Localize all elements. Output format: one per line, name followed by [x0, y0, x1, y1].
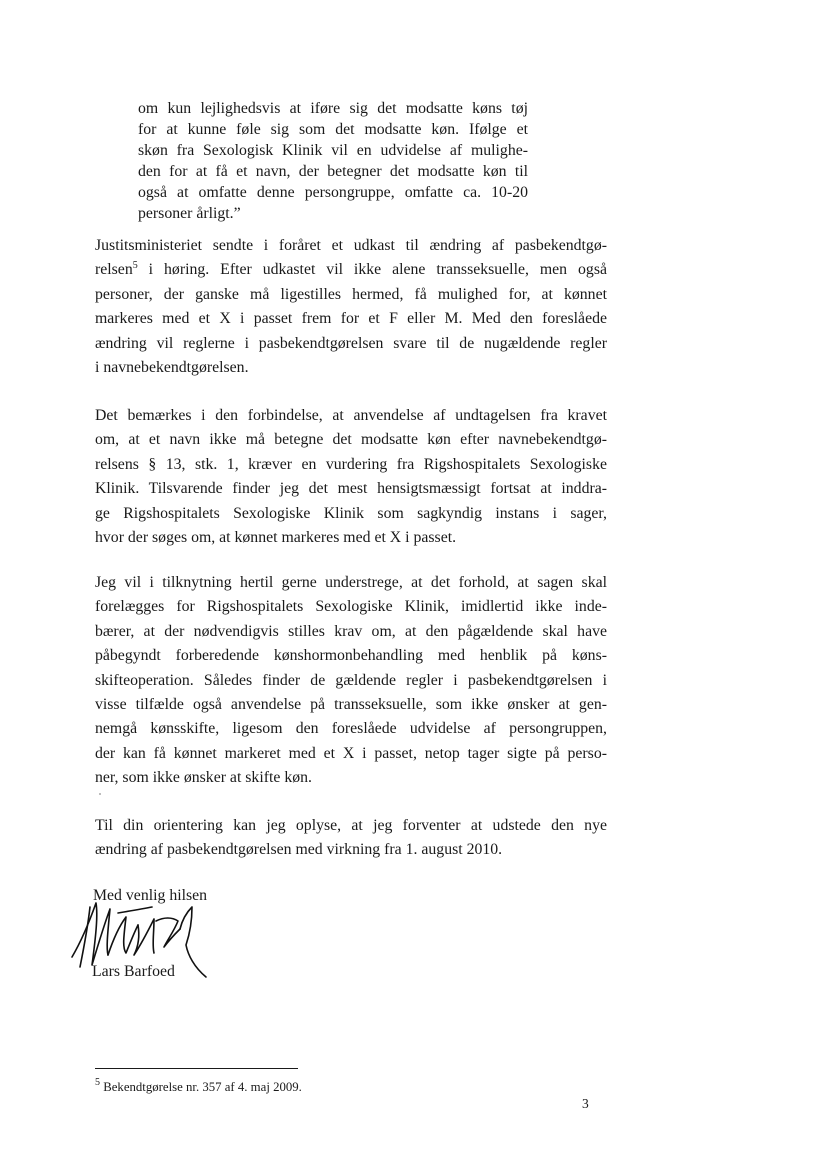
paragraph-line: skifteoperation. Således finder de gældende regler i pasbekendtgørelsen i — [95, 671, 607, 689]
quote-line: om kun lejlighedsvis at iføre sig det modsatte køns tøj — [138, 100, 528, 117]
quote-line: skøn fra Sexologisk Klinik vil en udvidelse af mulighe- — [138, 142, 528, 159]
footnote — [95, 1079, 302, 1095]
paragraph-pasbekendtgoerelse-draft — [95, 234, 607, 380]
paragraph-orientering — [95, 814, 607, 863]
paragraph-line: markeres med et X i passet frem for et F eller M. Med den foreslåede — [95, 310, 607, 328]
paragraph-line: påbegyndt forberedende kønshormonbehandling med henblik på køns- — [95, 647, 607, 665]
footnote-marker: 5 — [95, 1077, 100, 1088]
paragraph-line: ner, som ikke ønsker at skifte køn. — [95, 769, 312, 787]
paragraph-line: forelægges for Rigshospitalets Sexologiske Klinik, imidlertid ikke inde- — [95, 598, 607, 616]
paragraph-line: om, at et navn ikke må betegne det modsatte køn efter navnebekendtgø- — [95, 431, 607, 449]
paragraph-text: i høring. Efter udkastet vil ikke alene transseksuelle, men også — [137, 261, 607, 279]
paragraph-line: Det bemærkes i den forbindelse, at anvendelse af undtagelsen fra kravet — [95, 407, 607, 424]
paragraph-line: Jeg vil i tilknytning hertil gerne understrege, at det forhold, at sagen skal — [95, 574, 607, 591]
paragraph-line: der kan få kønnet markeret med et X i passet, netop tager sigte på perso- — [95, 744, 607, 762]
paragraph-line: Justitsministeriet sendte i foråret et udkast til ændring af pasbekendtgø- — [95, 237, 607, 254]
paragraph-understrege — [95, 571, 607, 791]
scan-speck — [99, 793, 101, 795]
page-number: 3 — [582, 1096, 589, 1111]
paragraph-line: relsens § 13, stk. 1, kræver en vurdering fra Rigshospitalets Sexologiske — [95, 455, 607, 473]
paragraph-line: Klinik. Tilsvarende finder jeg det mest hensigtsmæssigt fortsat at inddra- — [95, 480, 607, 498]
closing-salutation: Med venlig hilsen — [93, 887, 208, 904]
quote-line: for at kunne føle sig som det modsatte køn. Ifølge et — [138, 121, 528, 138]
footnote-text: Bekendtgørelse nr. 357 af 4. maj 2009. — [100, 1080, 302, 1094]
quote-line: personer årligt.” — [138, 205, 241, 222]
quote-line: den for at få et navn, der betegner det modsatte køn til — [138, 163, 528, 180]
block-quote — [138, 98, 528, 224]
paragraph-line — [95, 258, 607, 282]
paragraph-line: i navnebekendtgørelsen. — [95, 359, 249, 377]
paragraph-sexologisk-klinik — [95, 404, 607, 550]
paragraph-line: nemgå kønsskifte, ligesom den foreslåede udvidelse af persongruppen, — [95, 720, 607, 738]
footnote-divider — [95, 1068, 298, 1069]
paragraph-line: personer, der ganske må ligestilles hermed, få mulighed for, at kønnet — [95, 285, 607, 303]
quote-line: også at omfatte denne persongruppe, omfatte ca. 10-20 — [138, 184, 528, 201]
paragraph-text: relsen — [95, 261, 133, 279]
paragraph-line: hvor der søges om, at kønnet markeres med et X i passet. — [95, 529, 457, 547]
paragraph-line: visse tilfælde også anvendelse på transseksuelle, som ikke ønsker at gen- — [95, 696, 607, 714]
signer-name: Lars Barfoed — [92, 963, 175, 980]
paragraph-line: ændring vil reglerne i pasbekendtgørelsen svare til de nugældende regler — [95, 334, 607, 352]
paragraph-line: Til din orientering kan jeg oplyse, at jeg forventer at udstede den nye — [95, 817, 607, 834]
footnote-reference: 5 — [132, 260, 138, 272]
paragraph-line: bærer, at der nødvendigvis stilles krav om, at den pågældende skal have — [95, 622, 607, 640]
paragraph-line: ændring af pasbekendtgørelsen med virkning fra 1. august 2010. — [95, 841, 503, 859]
paragraph-line: ge Rigshospitalets Sexologiske Klinik som sagkyndig instans i sager, — [95, 504, 607, 522]
